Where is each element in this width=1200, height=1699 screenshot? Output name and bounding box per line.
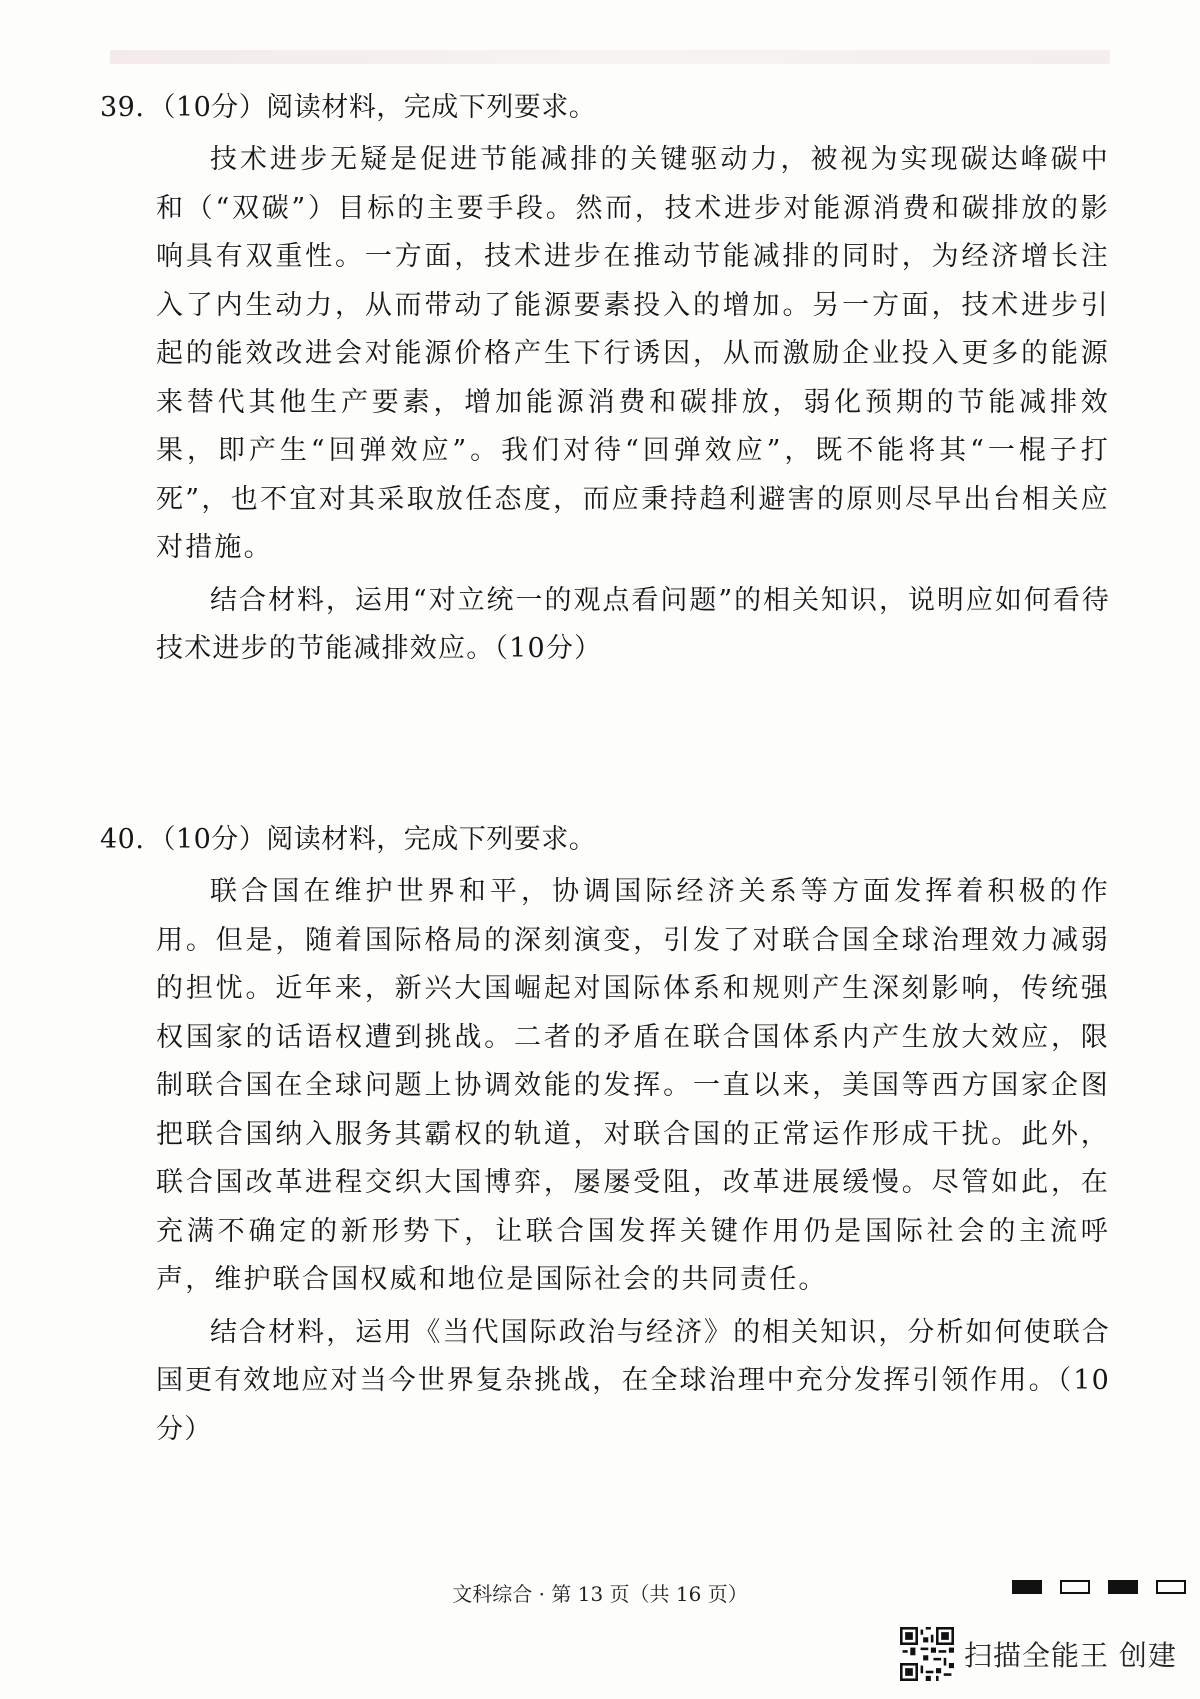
instruction-paragraph: 结合材料，运用《当代国际政治与经济》的相关知识，分析如何使联合国更有效地应对当今世界复杂挑战，在全球治理中充分发挥引领作用。（10分） — [156, 1316, 1110, 1445]
question-heading — [100, 88, 1110, 128]
registration-mark — [1108, 1580, 1138, 1594]
registration-mark — [1156, 1580, 1186, 1594]
question-39 — [100, 88, 1110, 674]
question-heading-text: （10分）阅读材料，完成下列要求。 — [148, 824, 597, 855]
bleed-through-strip — [110, 50, 1110, 64]
question-40 — [100, 820, 1110, 1454]
question-number: 40. — [100, 824, 145, 855]
page-footer: 文科综合 · 第 13 页（共 16 页） — [452, 1582, 748, 1606]
question-heading-text: （10分）阅读材料，完成下列要求。 — [148, 92, 597, 123]
scan-registration-marks — [1012, 1580, 1186, 1594]
scanner-watermark — [900, 1627, 1177, 1681]
registration-mark — [1012, 1580, 1042, 1594]
scanner-label: 扫描全能王 创建 — [964, 1639, 1177, 1672]
material-paragraph: 技术进步无疑是促进节能减排的关键驱动力，被视为实现碳达峰碳中和（“双碳”）目标的主要手段。然而，技术进步对能源消费和碳排放的影响具有双重性。一方面，技术进步在推动节能减排的同时，为经济增长注入了内生动力，从而带动了能源要素投入的增加。另一方面，技术进步引起的能效改进会对能源价格产生下行诱因，从而激励企业投入更多的能源来替代其他生产要素，增加能源消费和碳排放，弱化预期的节能减排效果，即产生“回弹效应”。我们对待“回弹效应”，既不能将其“一棍子打死”，也不宜对其采取放任态度，而应秉持趋利避害的原则尽早出台相关应对措施。 — [156, 144, 1110, 563]
registration-mark — [1060, 1580, 1090, 1594]
material-paragraph: 联合国在维护世界和平，协调国际经济关系等方面发挥着积极的作用。但是，随着国际格局的深刻演变，引发了对联合国全球治理效力减弱的担忧。近年来，新兴大国崛起对国际体系和规则产生深刻影响，传统强权国家的话语权遭到挑战。二者的矛盾在联合国体系内产生放大效应，限制联合国在全球问题上协调效能的发挥。一直以来，美国等西方国家企图把联合国纳入服务其霸权的轨道，对联合国的正常运作形成干扰。此外，联合国改革进程交织大国博弈，屡屡受阻，改革进展缓慢。尽管如此，在充满不确定的新形势下，让联合国发挥关键作用仍是国际社会的主流呼声，维护联合国权威和地位是国际社会的共同责任。 — [156, 876, 1110, 1295]
instruction-paragraph: 结合材料，运用“对立统一的观点看问题”的相关知识，说明应如何看待技术进步的节能减排效应。（10分） — [156, 584, 1110, 664]
question-number: 39. — [100, 92, 145, 123]
question-heading — [100, 820, 1110, 860]
qr-code-icon — [900, 1627, 954, 1681]
